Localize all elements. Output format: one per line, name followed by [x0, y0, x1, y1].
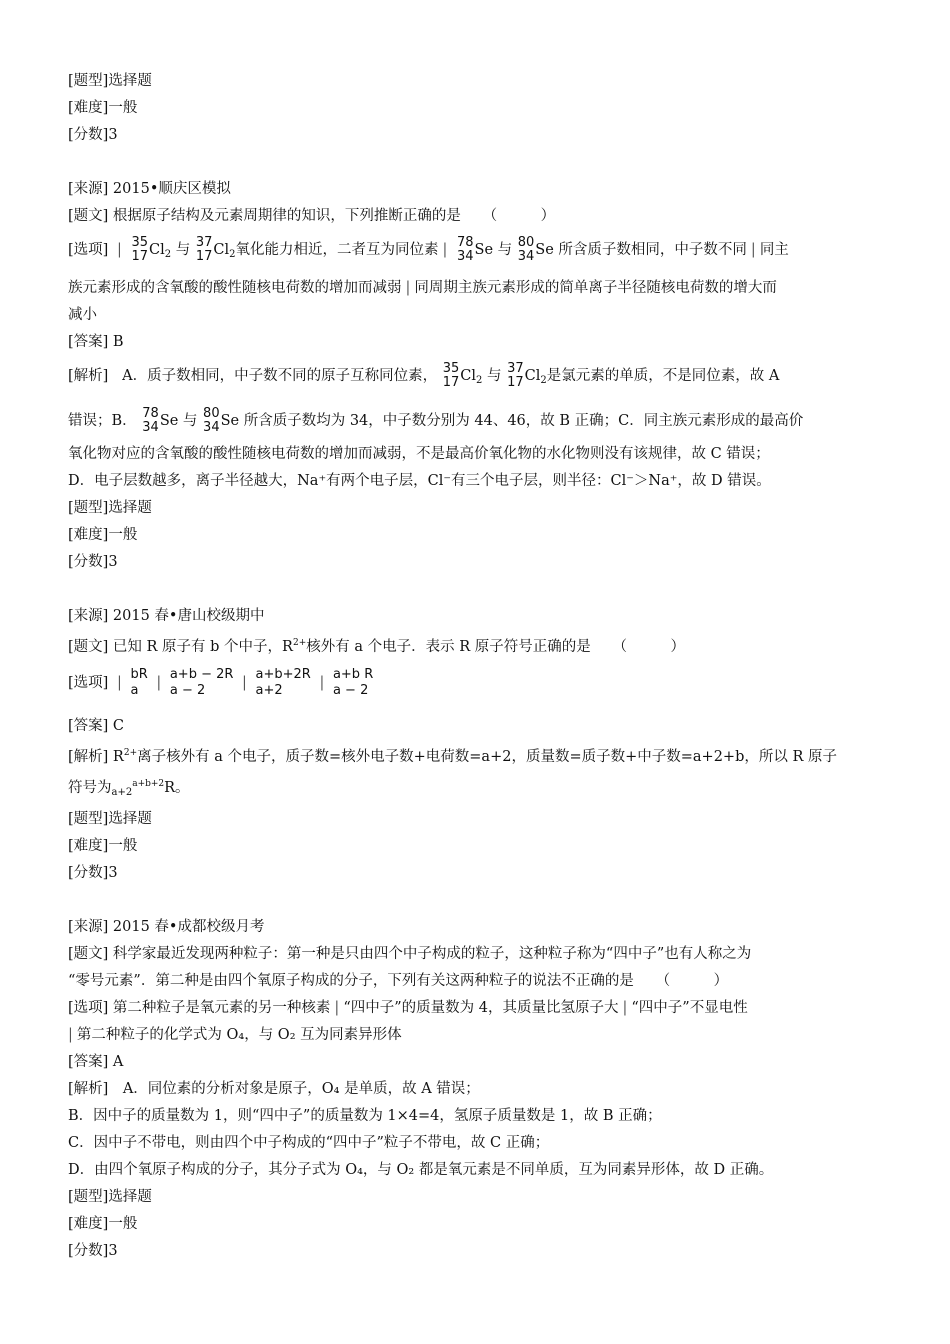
question-options-cont: 族元素形成的含氧酸的酸性随核电荷数的增加而减弱 | 同周期主族元素形成的简单离子半径随核电荷数的增大而 — [68, 280, 777, 296]
question-stem: [题文] 根据原子结构及元素周期律的知识，下列推断正确的是 （ ） — [68, 208, 556, 224]
document-page — [68, 68, 886, 1265]
question-score: [分数]3 — [68, 554, 118, 570]
atomic-symbol-option: a+b+2R a+2 — [255, 667, 311, 698]
question-stem: “零号元素”．第二种是由四个氧原子构成的分子，下列有关这两种粒子的说法不正确的是 （ ） — [68, 973, 729, 989]
atomic-symbol-option: bR a — [130, 667, 148, 698]
question-type: [题型]选择题 — [68, 811, 152, 827]
question-type: [题型]选择题 — [68, 73, 152, 89]
question-difficulty: [难度]一般 — [68, 100, 138, 116]
isotope-notation: 80 34 — [517, 235, 535, 264]
question-options-cont: 减小 — [68, 307, 97, 323]
isotope-notation: 37 17 — [195, 235, 213, 264]
isotope-notation: 78 34 — [456, 235, 474, 264]
question-options-cont: | 第二种粒子的化学式为 O₄，与 O₂ 互为同素异形体 — [68, 1027, 402, 1043]
explanation: 氧化物对应的含氧酸的酸性随核电荷数的增加而减弱，不是最高价氧化物的水化物则没有该规律，故 C 错误； — [68, 446, 770, 462]
explanation: B．因中子的质量数为 1，则“四中子”的质量数为 1×4=4，氢原子质量数是 1，故 B 正确； — [68, 1108, 662, 1124]
options-label: [选项] — [68, 242, 109, 258]
question-options: [选项] 第二种粒子是氧元素的另一种核素 | “四中子”的质量数为 4，其质量比氢原子大 | “四中子”不显电性 — [68, 1000, 748, 1016]
question-score: [分数]3 — [68, 865, 118, 881]
question-type: [题型]选择题 — [68, 1189, 152, 1205]
explanation: D．电子层数越多，离子半径越大，Na⁺有两个电子层，Cl⁻有三个电子层，则半径：Cl⁻＞Na⁺，故 D 错误。 — [68, 473, 771, 489]
answer: [答案] B — [68, 334, 124, 350]
answer: [答案] A — [68, 1054, 124, 1070]
question-score: [分数]3 — [68, 1243, 118, 1259]
question-stem: [题文] 科学家最近发现两种粒子：第一种是只由四个中子构成的粒子，这种粒子称为“四中子”也有人称之为 — [68, 946, 752, 962]
explanation: 符号为$_{a+2}^{a+b+2}$R。 — [68, 779, 190, 798]
question-difficulty: [难度]一般 — [68, 838, 138, 854]
explanation: D．由四个氧原子构成的分子，其分子式为 O₄，与 O₂ 都是氧元素是不同单质，互为同素异形体，故 D 正确。 — [68, 1162, 774, 1178]
question-source: [来源] 2015 春•成都校级月考 — [68, 919, 265, 935]
atomic-symbol-option: a+b R a − 2 — [332, 667, 374, 698]
atomic-symbol-option: a+b − 2R a − 2 — [169, 667, 234, 698]
question-options: [选项] | 35 17 $Cl_2$ 与 37 17 $Cl_2$氧化能力相近，二者互为同位素 | 78 34 Se 与 80 34 Se 所含质子数相同，中子数不同 | 同主 — [68, 235, 789, 264]
explanation: [解析] A．同位素的分析对象是原子，O₄ 是单质，故 A 错误； — [68, 1081, 480, 1097]
question-source: [来源] 2015•顺庆区模拟 — [68, 181, 231, 197]
question-difficulty: [难度]一般 — [68, 1216, 138, 1232]
explanation: [解析] $R^{2+}$离子核外有 a 个电子，质子数=核外电子数+电荷数=a+2，质量数=质子数+中子数=a+2+b，所以 R 原子 — [68, 748, 837, 765]
answer: [答案] C — [68, 718, 125, 734]
question-options: [选项] | bR a | a+b − 2R a − 2 | a+b+2R a+2 | a+b R a − 2 — [68, 667, 374, 698]
explanation: C．因中子不带电，则由四个中子构成的“四中子”粒子不带电，故 C 正确； — [68, 1135, 550, 1151]
question-source: [来源] 2015 春•唐山校级期中 — [68, 608, 265, 624]
question-stem: [题文] 已知 R 原子有 b 个中子，$R^{2+}$核外有 a 个电子．表示 R 原子符号正确的是 （ ） — [68, 638, 686, 655]
question-type: [题型]选择题 — [68, 500, 152, 516]
question-difficulty: [难度]一般 — [68, 527, 138, 543]
explanation: 错误；B． 78 34 Se 与 80 34 Se 所含质子数均为 34，中子数分别为 44、46，故 B 正确；C．同主族元素形成的最高价 — [68, 406, 804, 435]
isotope-notation: 35 17 — [131, 235, 148, 264]
question-score: [分数]3 — [68, 127, 118, 143]
explanation: [解析] A．质子数相同，中子数不同的原子互称同位素， 35 17 $Cl_2$ 与 37 17 $Cl_2$是氯元素的单质，不是同位素，故 A — [68, 361, 780, 390]
